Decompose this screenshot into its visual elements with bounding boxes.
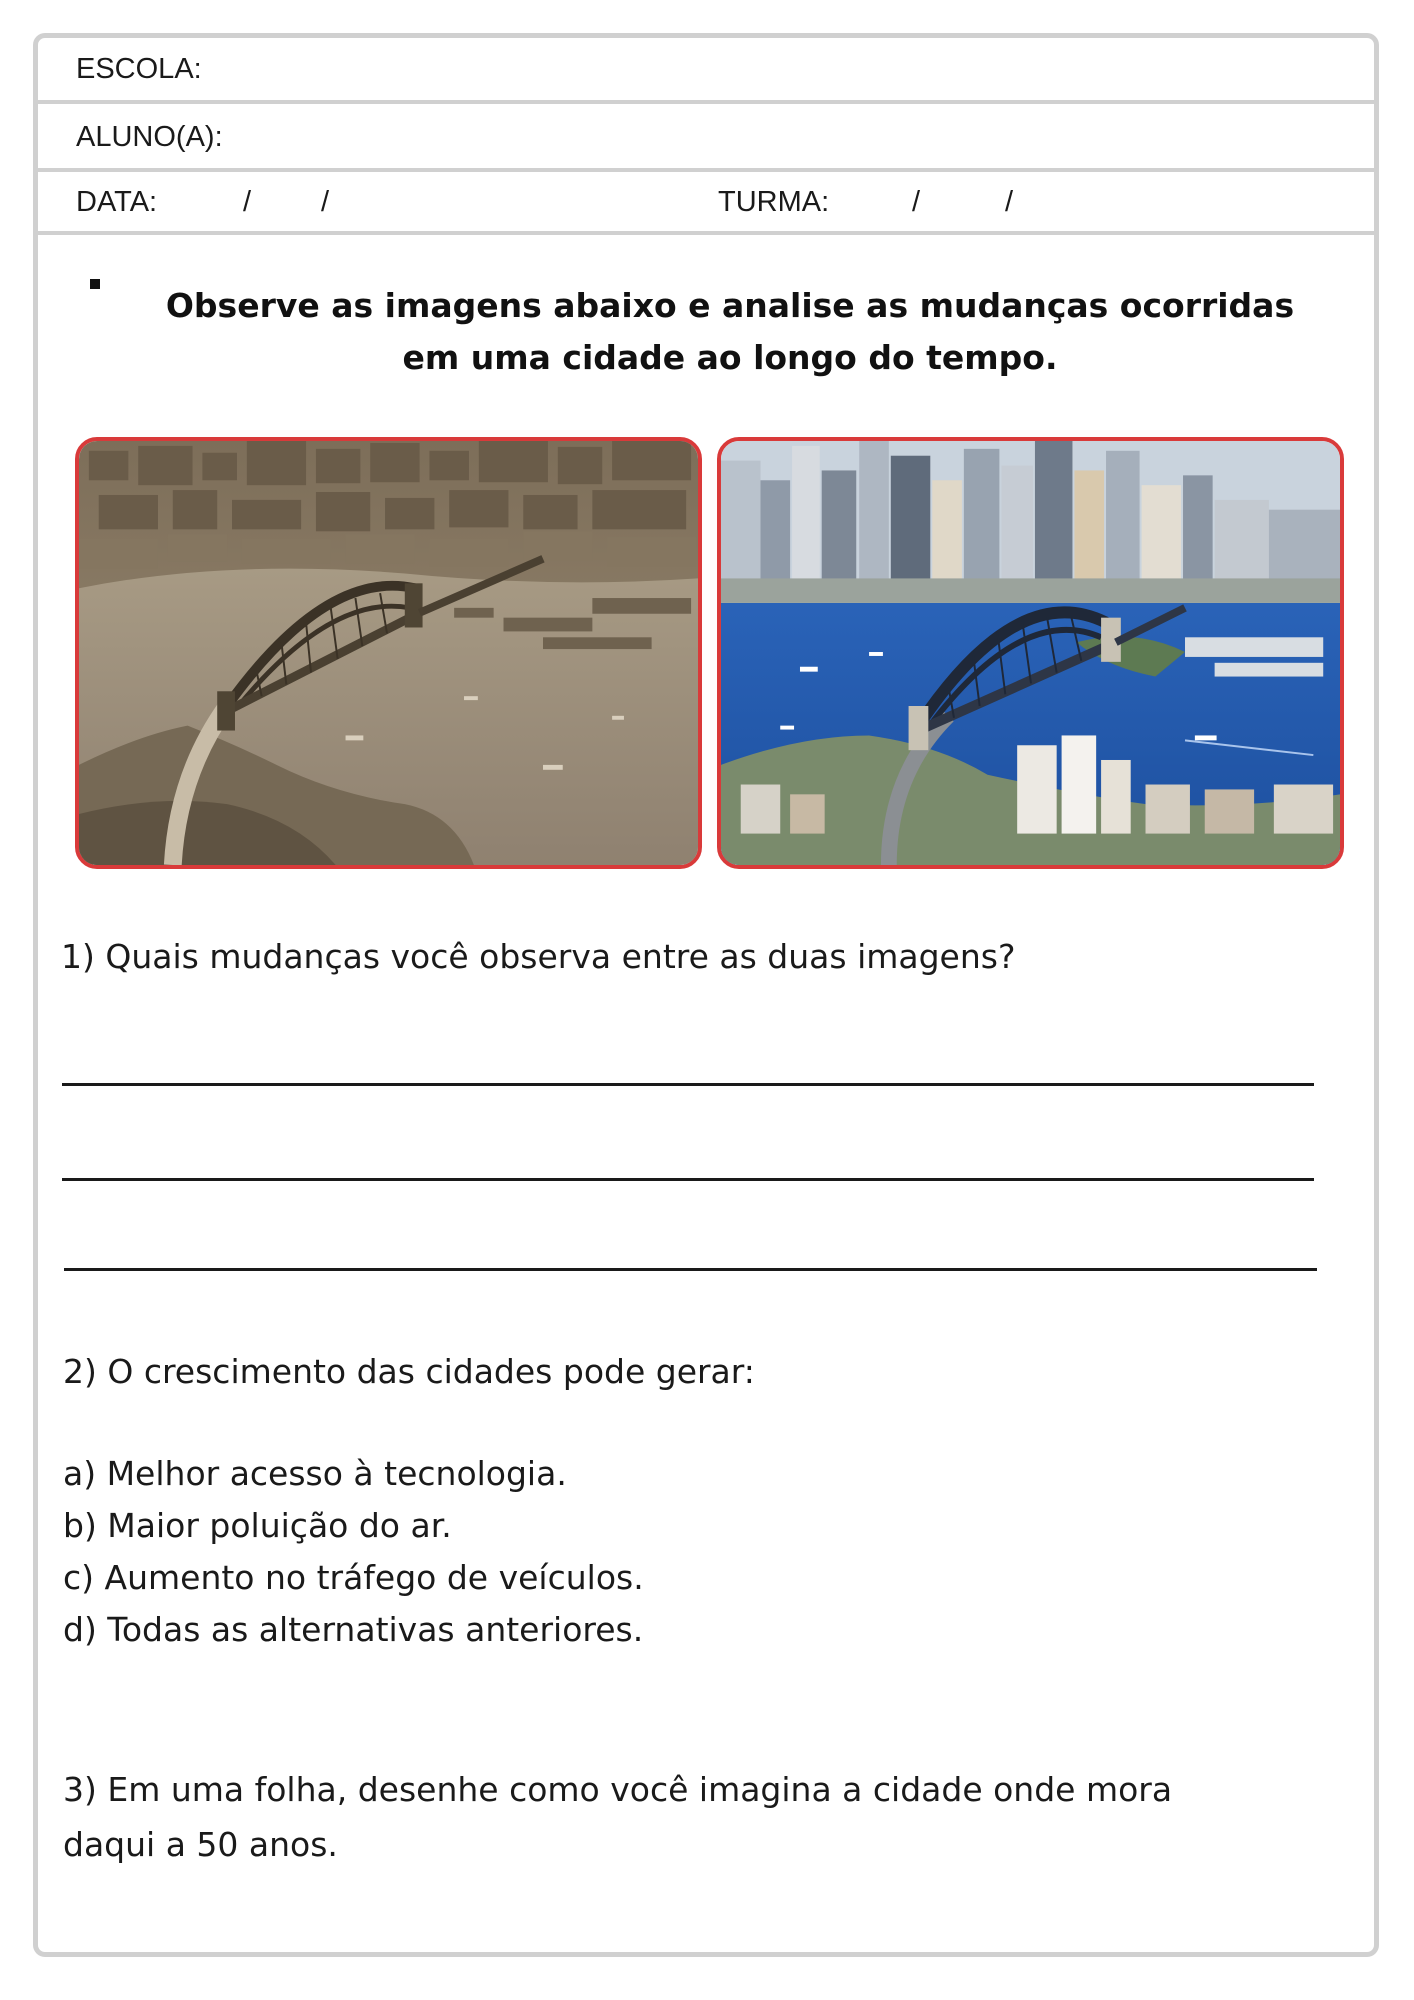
question-3-line: daqui a 50 anos. (63, 1825, 338, 1864)
question-1: 1) Quais mudanças você observa entre as duas imagens? (61, 937, 1016, 976)
class-separator: / (912, 186, 921, 218)
option-d[interactable]: d) Todas as alternativas anteriores. (63, 1610, 644, 1649)
instruction-line: Observe as imagens abaixo e analise as mudanças ocorridas (165, 286, 1295, 325)
answer-line[interactable] (62, 1083, 1314, 1086)
question-3-line: 3) Em uma folha, desenhe como você imagina a cidade onde mora (63, 1770, 1173, 1809)
answer-line[interactable] (62, 1178, 1314, 1181)
old-city-illustration (79, 441, 698, 865)
class-label: TURMA: (718, 186, 830, 218)
student-row[interactable] (38, 104, 1374, 172)
school-label: ESCOLA: (76, 53, 202, 85)
date-separator: / (243, 186, 252, 218)
modern-city-illustration (721, 441, 1340, 865)
instruction-line: em uma cidade ao longo do tempo. (402, 338, 1058, 377)
question-3 (63, 1762, 1313, 1872)
option-a[interactable]: a) Melhor acesso à tecnologia. (63, 1454, 567, 1493)
question-2: 2) O crescimento das cidades pode gerar: (63, 1352, 755, 1391)
date-class-row[interactable] (38, 172, 1374, 235)
old-city-photo (75, 437, 702, 869)
instruction-bullet (90, 279, 100, 289)
school-row[interactable] (38, 38, 1374, 104)
option-b[interactable]: b) Maior poluição do ar. (63, 1506, 452, 1545)
instruction-text (120, 280, 1340, 384)
answer-line[interactable] (64, 1268, 1317, 1271)
class-separator: / (1005, 186, 1014, 218)
question-2-options (63, 1448, 644, 1656)
date-separator: / (321, 186, 330, 218)
date-label: DATA: (76, 186, 158, 218)
option-c[interactable]: c) Aumento no tráfego de veículos. (63, 1558, 644, 1597)
modern-city-photo (717, 437, 1344, 869)
student-label: ALUNO(A): (76, 121, 223, 153)
